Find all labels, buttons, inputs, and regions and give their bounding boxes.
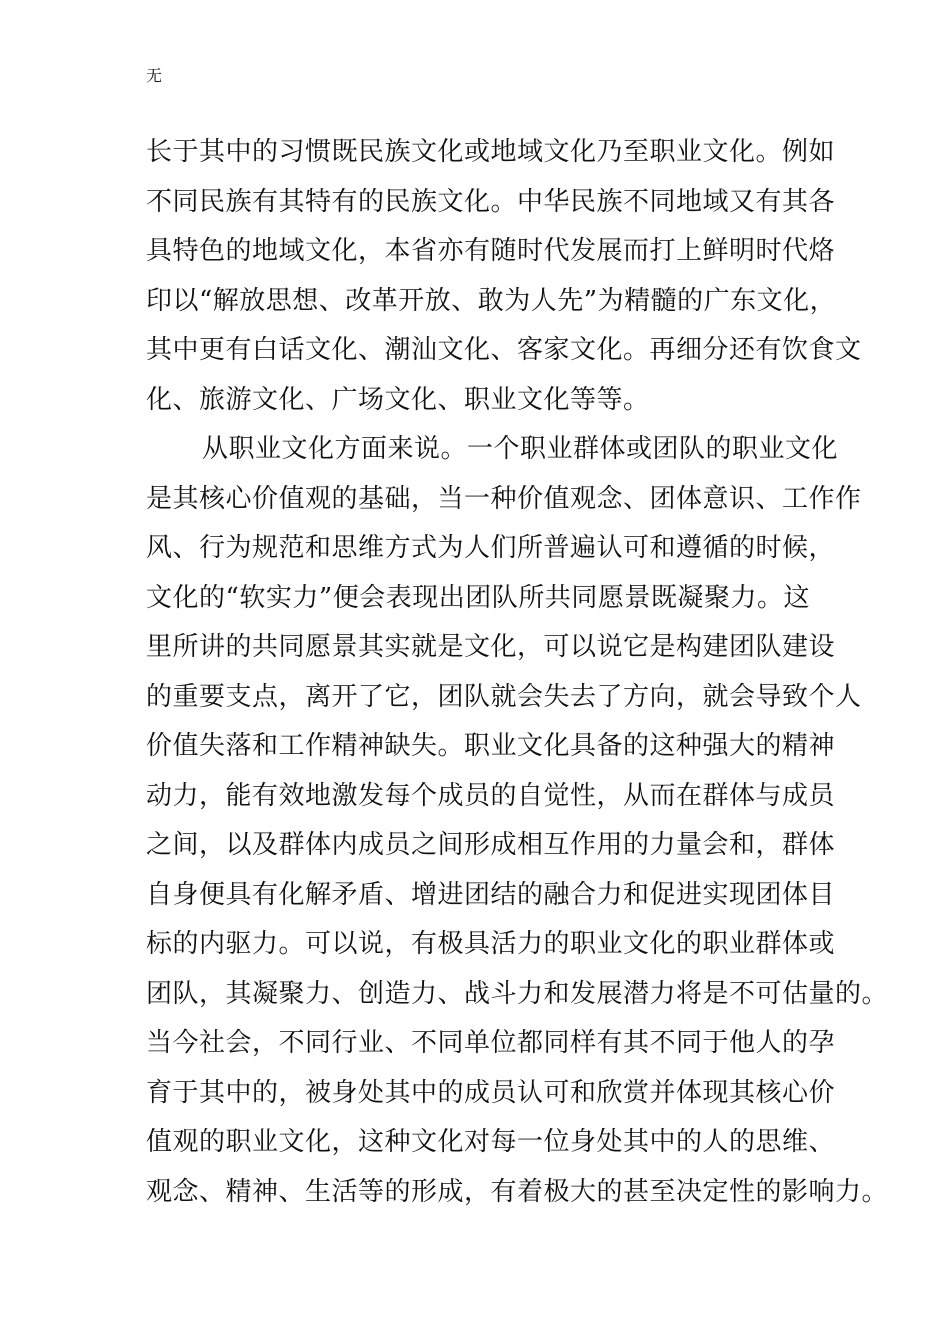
text-line: 文化的“软实力”便会表现出团队所共同愿景既凝聚力。这 — [146, 582, 810, 613]
paragraph-1 — [146, 132, 862, 429]
text-line: 的重要支点，离开了它，团队就会失去了方向，就会导致个人 — [146, 681, 862, 712]
text-line: 长于其中的习惯既民族文化或地域文化乃至职业文化。例如 — [146, 137, 836, 167]
text-line: 里所讲的共同愿景其实就是文化，可以说它是构建团队建设 — [146, 632, 836, 662]
page-header-mark: 无 — [146, 66, 163, 85]
text-line: 价值失落和工作精神缺失。职业文化具备的这种强大的精神 — [146, 731, 836, 761]
text-line: 值观的职业文化，这种文化对每一位身处其中的人的思维、 — [146, 1127, 836, 1157]
text-line: 印以“解放思想、改革开放、敢为人先”为精髓的广东文化， — [146, 285, 837, 316]
paragraph-2 — [146, 429, 889, 1221]
text-line: 自身便具有化解矛盾、增进团结的融合力和促进实现团体目 — [146, 879, 836, 910]
text-line: 从职业文化方面来说。一个职业群体或团队的职业文化 — [202, 434, 839, 464]
text-line: 具特色的地域文化，本省亦有随时代发展而打上鲜明时代烙 — [146, 236, 836, 266]
text-line: 不同民族有其特有的民族文化。中华民族不同地域又有其各 — [146, 186, 836, 217]
document-body — [146, 132, 889, 1221]
text-line: 其中更有白话文化、潮汕文化、客家文化。再细分还有饮食文 — [146, 335, 862, 365]
text-line: 之间，以及群体内成员之间形成相互作用的力量会和，群体 — [146, 830, 836, 860]
text-line: 观念、精神、生活等的形成，有着极大的甚至决定性的影响力。 — [146, 1176, 889, 1207]
text-line: 育于其中的，被身处其中的成员认可和欣赏并体现其核心价 — [146, 1077, 836, 1108]
text-line: 动力，能有效地激发每个成员的自觉性，从而在群体与成员 — [146, 780, 836, 811]
text-line: 化、旅游文化、广场文化、职业文化等等。 — [146, 384, 650, 415]
text-line: 当今社会，不同行业、不同单位都同样有其不同于他人的孕 — [146, 1028, 836, 1058]
text-line: 团队，其凝聚力、创造力、战斗力和发展潜力将是不可估量的。 — [146, 978, 889, 1009]
text-line: 是其核心价值观的基础，当一种价值观念、团体意识、工作作 — [146, 483, 862, 514]
text-line: 风、行为规范和思维方式为人们所普遍认可和遵循的时候， — [146, 533, 836, 563]
text-line: 标的内驱力。可以说，有极具活力的职业文化的职业群体或 — [146, 929, 836, 959]
